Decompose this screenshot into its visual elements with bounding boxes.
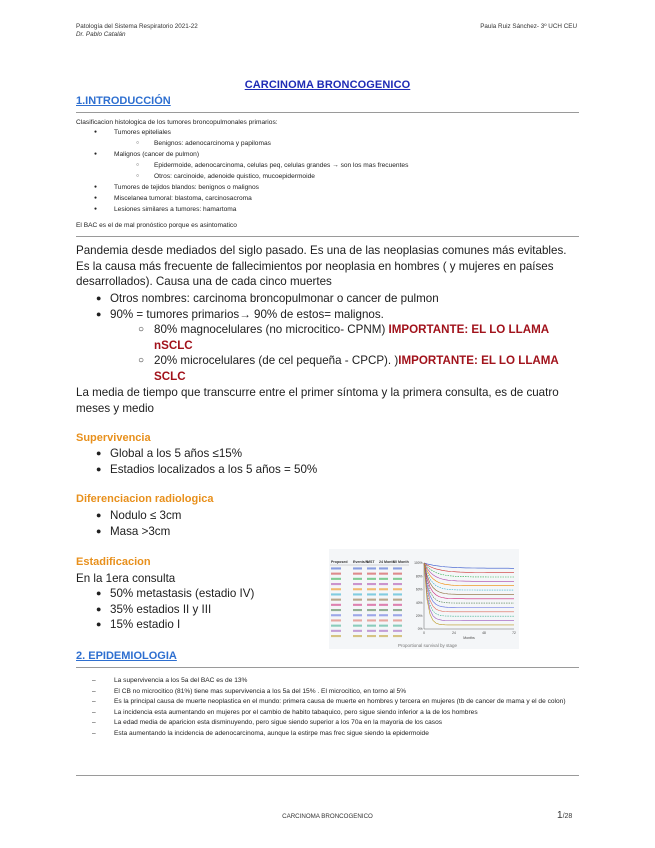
classification-item-text: Otros: carcinoide, adenoide quistico, mucoepidermoide bbox=[154, 172, 315, 180]
table-cell bbox=[367, 604, 376, 606]
table-cell bbox=[353, 573, 362, 575]
bac-note: El BAC es el de mal pronóstico porque es asintomatico bbox=[76, 222, 237, 229]
table-cell bbox=[393, 567, 402, 569]
page-number bbox=[557, 810, 572, 821]
section-heading-epidemiologia: 2. EPIDEMIOLOGIA bbox=[76, 650, 177, 662]
table-cell bbox=[367, 573, 376, 575]
staging-metastasis: 50% metastasis (estadio IV) bbox=[110, 587, 255, 600]
table-cell bbox=[393, 604, 402, 606]
y-tick-label: 80% bbox=[415, 574, 423, 579]
classification-item-text: Miscelanea tumoral: blastoma, carcinosacroma bbox=[114, 194, 252, 202]
time-to-consult-paragraph: La media de tiempo que transcurre entre el primer síntoma y la primera consulta, es de cuatro meses y medio bbox=[76, 386, 559, 415]
survival-curve bbox=[424, 563, 514, 568]
table-cell bbox=[331, 619, 341, 621]
classification-item bbox=[94, 182, 259, 194]
intro-bullets bbox=[76, 291, 581, 384]
table-cell bbox=[367, 625, 376, 627]
epidemiology-item-text: La supervivencia a los 5a del BAC es de 13% bbox=[114, 677, 248, 684]
dash-marker: – bbox=[92, 719, 96, 727]
classification-title: Clasificacion histologica de los tumores broncopulmonales primarios: bbox=[76, 119, 278, 126]
table-cell bbox=[353, 588, 362, 590]
table-cell bbox=[393, 635, 402, 637]
x-tick-label: 24 bbox=[452, 631, 456, 635]
survival-curve bbox=[424, 563, 514, 577]
dash-marker: – bbox=[92, 687, 96, 695]
table-cell bbox=[367, 630, 376, 632]
table-cell bbox=[367, 599, 376, 601]
survival-figure-svg bbox=[329, 549, 519, 649]
header-course: Patología del Sistema Respiratorio 2021-22 bbox=[76, 23, 198, 30]
divider bbox=[76, 775, 579, 776]
classification-item bbox=[136, 171, 315, 183]
bullet-dot: ● bbox=[96, 525, 102, 536]
table-cell bbox=[379, 609, 388, 611]
table-cell bbox=[353, 619, 362, 621]
dash-marker: – bbox=[92, 729, 96, 737]
epidemiology-item-text: Es la principal causa de muerte neoplastica en el mundo: primera causa de muerte en hombres y tercera en mujeres (tb de cancer de mama y el de colon) bbox=[114, 698, 566, 706]
x-axis-label: Months bbox=[463, 636, 475, 640]
epidemiology-item bbox=[76, 697, 581, 708]
survival-global: Global a los 5 años ≤15% bbox=[110, 447, 243, 460]
y-tick-label: 40% bbox=[415, 600, 423, 605]
classification-item-text: Malignos (cancer de pulmon) bbox=[114, 151, 200, 158]
table-cell bbox=[367, 583, 376, 585]
table-cell bbox=[353, 604, 362, 606]
classification-item-text: Tumores de tejidos blandos: benignos o malignos bbox=[114, 183, 259, 191]
table-cell bbox=[393, 609, 402, 611]
bullet-dot: ● bbox=[96, 510, 102, 520]
header-professor: Dr. Pablo Catalán bbox=[76, 31, 126, 38]
classification-box bbox=[76, 117, 579, 233]
section-heading-introduccion: 1.INTRODUCCIÓN bbox=[76, 95, 171, 107]
table-header: Events/N bbox=[353, 560, 369, 564]
table-cell bbox=[331, 614, 341, 616]
epidemiology-item bbox=[76, 718, 581, 729]
bullet-dot: ● bbox=[94, 194, 98, 201]
epidemiology-item bbox=[76, 676, 581, 687]
x-tick-label: 72 bbox=[512, 631, 516, 635]
table-cell bbox=[367, 619, 376, 621]
table-cell bbox=[331, 604, 341, 606]
table-header: 24 Month bbox=[379, 560, 395, 564]
epidemiology-item bbox=[76, 729, 581, 740]
bullet-dot: ● bbox=[96, 588, 102, 598]
table-cell bbox=[367, 609, 376, 611]
table-cell bbox=[353, 609, 362, 611]
table-cell bbox=[379, 583, 388, 585]
sub-bullet-circle: ○ bbox=[138, 355, 145, 366]
header-left bbox=[76, 23, 198, 38]
table-cell bbox=[393, 614, 402, 616]
table-cell bbox=[331, 593, 341, 595]
table-cell bbox=[379, 619, 388, 621]
classification-item bbox=[94, 204, 237, 216]
epidemiology-item-text: El CB no microcitico (81%) tiene mas supervivencia a los 5a del 15% . El microcitico, en torno al 5% bbox=[114, 687, 407, 695]
epidemiology-item-text: Esta aumentando la incidencia de adenocarcinoma, aunque la estirpe mas frec sigue siendo la epidermoide bbox=[114, 729, 429, 737]
staging-intro: En la 1era consulta bbox=[76, 572, 176, 585]
table-cell bbox=[379, 573, 388, 575]
epidemiology-item-text: La edad media de aparicion esta disminuyendo, pero sigue siendo superior a los 70a en la mayoria de los casos bbox=[114, 719, 443, 727]
dash-marker: – bbox=[92, 698, 96, 706]
table-header: MST bbox=[367, 560, 375, 564]
heading-supervivencia: Supervivencia bbox=[76, 432, 151, 444]
y-tick-label: 0% bbox=[417, 627, 423, 632]
survival-curve bbox=[424, 563, 514, 616]
table-cell bbox=[379, 614, 388, 616]
divider bbox=[76, 112, 579, 113]
table-cell bbox=[379, 599, 388, 601]
classification-item bbox=[94, 193, 252, 205]
table-cell bbox=[331, 635, 341, 637]
classification-item bbox=[94, 127, 171, 139]
classification-item bbox=[136, 138, 271, 150]
bullet-dot: ● bbox=[96, 308, 102, 319]
bullet-dot: ● bbox=[96, 448, 102, 458]
survival-curve bbox=[424, 563, 514, 586]
bullet-dot: ● bbox=[96, 463, 102, 474]
y-tick-label: 60% bbox=[415, 587, 423, 592]
bullet-dot: ● bbox=[96, 619, 102, 629]
sub-bullet-circle: ○ bbox=[136, 161, 140, 168]
figure-caption: Proportional survival by stage bbox=[398, 643, 458, 648]
sub-bullet-microcelulares: 20% microcelulares (de cel pequeña - CPCP). ) bbox=[154, 354, 399, 367]
footer-title: CARCINOMA BRONCOGENICO bbox=[282, 813, 373, 820]
stage-table bbox=[330, 560, 409, 637]
table-cell bbox=[393, 619, 402, 621]
header-author: Paula Ruiz Sánchez- 3º UCH CEU bbox=[480, 23, 577, 30]
table-cell bbox=[379, 578, 388, 580]
staging-ii-iii: 35% estadios II y III bbox=[110, 602, 212, 616]
table-cell bbox=[367, 567, 376, 569]
bullet-dot: ● bbox=[96, 603, 102, 614]
classification-item-text: Tumores epiteliales bbox=[114, 129, 171, 137]
table-cell bbox=[353, 635, 362, 637]
bullet-primary-tumors: 90% = tumores primarios→ 90% de estos= malignos. bbox=[110, 307, 384, 321]
table-cell bbox=[367, 635, 376, 637]
table-cell bbox=[367, 588, 376, 590]
table-cell bbox=[353, 614, 362, 616]
table-cell bbox=[367, 614, 376, 616]
table-header: 60 Month bbox=[393, 560, 409, 564]
staging-list bbox=[76, 586, 336, 633]
table-cell bbox=[393, 599, 402, 601]
table-cell bbox=[393, 583, 402, 585]
page-current: 1 bbox=[557, 810, 563, 821]
page-total: /28 bbox=[562, 813, 573, 820]
survival-curve bbox=[424, 563, 514, 608]
bullet-dot: ● bbox=[94, 129, 98, 136]
table-cell bbox=[353, 625, 362, 627]
table-cell bbox=[353, 567, 362, 569]
table-cell bbox=[393, 630, 402, 632]
bullet-dot: ● bbox=[96, 293, 102, 303]
dash-marker: – bbox=[92, 708, 96, 716]
y-tick-label: 20% bbox=[415, 614, 423, 618]
nodule-size: Nodulo ≤ 3cm bbox=[110, 509, 182, 522]
important-sclc: IMPORTANTE: EL LO LLAMA SCLC bbox=[154, 354, 559, 383]
classification-item bbox=[94, 149, 200, 161]
table-cell bbox=[393, 578, 402, 580]
bullet-dot: ● bbox=[94, 151, 98, 157]
table-cell bbox=[379, 604, 388, 606]
table-cell bbox=[379, 630, 388, 632]
survival-localized: Estadios localizados a los 5 años = 50% bbox=[110, 462, 318, 476]
classification-item-text: Epidermoide, adenocarcinoma, celulas peq, celulas grandes → son los mas frecuentes bbox=[154, 161, 409, 169]
epidemiology-item bbox=[76, 687, 581, 698]
table-cell bbox=[331, 573, 341, 575]
survival-by-stage-figure bbox=[329, 549, 519, 649]
radiology-list bbox=[76, 508, 376, 539]
table-cell bbox=[331, 583, 341, 585]
table-cell bbox=[353, 583, 362, 585]
heading-estadificacion: Estadificacion bbox=[76, 556, 151, 568]
survival-list bbox=[76, 446, 476, 477]
epidemiology-list bbox=[76, 676, 581, 740]
survival-curve bbox=[424, 563, 514, 612]
important-nsclc: IMPORTANTE: EL LO LLAMA nSCLC bbox=[154, 323, 549, 352]
classification-item-text: Benignos: adenocarcinoma y papilomas bbox=[154, 140, 271, 148]
table-cell bbox=[353, 599, 362, 601]
table-cell bbox=[379, 567, 388, 569]
bullet-dot: ● bbox=[94, 205, 98, 212]
table-cell bbox=[379, 635, 388, 637]
mass-size: Masa >3cm bbox=[110, 524, 171, 538]
table-cell bbox=[331, 588, 341, 590]
heading-radiologica: Diferenciacion radiologica bbox=[76, 493, 214, 505]
table-cell bbox=[367, 578, 376, 580]
table-cell bbox=[379, 588, 388, 590]
y-tick-label: 100% bbox=[414, 561, 423, 566]
sub-bullet-circle: ○ bbox=[138, 324, 145, 335]
bullet-dot: ● bbox=[94, 183, 98, 190]
table-cell bbox=[379, 593, 388, 595]
divider bbox=[76, 236, 579, 237]
sub-bullet-circle: ○ bbox=[136, 172, 140, 179]
table-cell bbox=[331, 630, 341, 632]
page-title: CARCINOMA BRONCOGENICO bbox=[244, 79, 411, 91]
sub-bullet-magnocelulares: 80% magnocelulares (no microcitico- CPNM) bbox=[154, 323, 389, 336]
survival-curves-plot bbox=[414, 561, 516, 640]
table-cell bbox=[393, 593, 402, 595]
x-tick-label: 0 bbox=[423, 631, 425, 635]
table-cell bbox=[331, 625, 341, 627]
classification-item bbox=[136, 160, 409, 172]
intro-paragraph: Pandemia desde mediados del siglo pasado. Es una de las neoplasias comunes más evitables. Es la causa más frecuente de fallecimientos por neoplasia en hombres ( y mujeres en países desarrollados). Causa una de cada cinco muertes bbox=[76, 244, 567, 288]
sub-bullet-circle: ○ bbox=[136, 140, 140, 147]
table-cell bbox=[331, 609, 341, 611]
classification-item-text: Lesiones similares a tumores: hamartoma bbox=[114, 205, 237, 213]
bullet-other-names: Otros nombres: carcinoma broncopulmonar o cancer de pulmon bbox=[110, 292, 439, 305]
dash-marker: – bbox=[92, 677, 96, 684]
table-cell bbox=[367, 593, 376, 595]
table-cell bbox=[353, 630, 362, 632]
divider bbox=[76, 667, 579, 668]
table-header: Proposed bbox=[331, 560, 348, 564]
table-cell bbox=[393, 588, 402, 590]
table-cell bbox=[379, 625, 388, 627]
table-cell bbox=[331, 599, 341, 601]
staging-i: 15% estadio I bbox=[110, 618, 181, 631]
table-cell bbox=[331, 567, 341, 569]
table-cell bbox=[331, 578, 341, 580]
epidemiology-item bbox=[76, 708, 581, 719]
table-cell bbox=[393, 625, 402, 627]
table-cell bbox=[353, 578, 362, 580]
table-cell bbox=[393, 573, 402, 575]
x-tick-label: 48 bbox=[482, 631, 486, 635]
table-cell bbox=[353, 593, 362, 595]
epidemiology-item-text: La incidencia esta aumentando en mujeres por el cambio de habito tabaquico, pero sigue siendo inferior a la de los hombres bbox=[114, 708, 478, 716]
